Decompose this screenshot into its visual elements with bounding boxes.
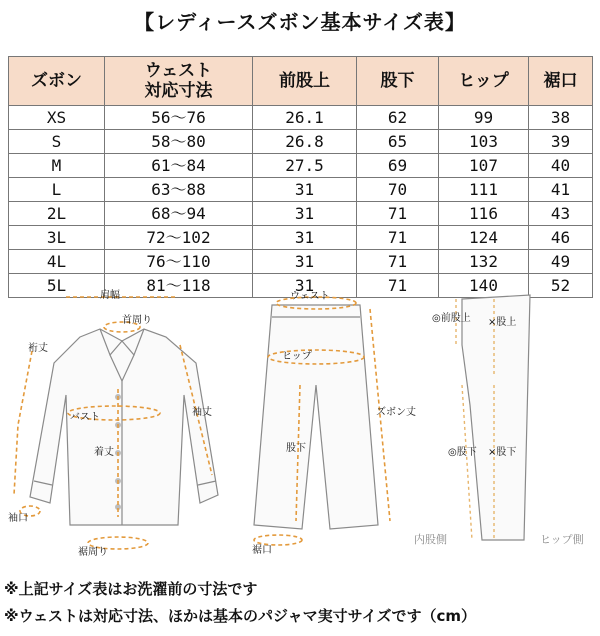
table-cell: 72～102 xyxy=(105,226,253,250)
yuki-length-label: 裄丈 xyxy=(28,343,48,354)
header-cell: ヒップ xyxy=(439,57,529,106)
table-cell: 69 xyxy=(357,154,439,178)
table-cell: XS xyxy=(9,106,105,130)
pants-illustration xyxy=(254,305,378,529)
header-cell: ウェスト 対応寸法 xyxy=(105,57,253,106)
header-cell: ズボン xyxy=(9,57,105,106)
inseam-circle-label: ◎股下 xyxy=(448,447,477,458)
table-cell: 124 xyxy=(439,226,529,250)
table-cell: 107 xyxy=(439,154,529,178)
front-rise-label: ◎前股上 xyxy=(432,313,471,324)
bust-label: バスト xyxy=(70,412,100,423)
pants-hem-label: 裾口 xyxy=(252,545,272,556)
table-cell: 52 xyxy=(529,274,593,298)
table-cell: 26.8 xyxy=(253,130,357,154)
table-row xyxy=(9,130,593,154)
table-cell: 31 xyxy=(253,274,357,298)
sleeve-length-label: 袖丈 xyxy=(192,407,212,418)
table-cell: 27.5 xyxy=(253,154,357,178)
table-cell: 81～118 xyxy=(105,274,253,298)
table-cell: 5L xyxy=(9,274,105,298)
body-length-label: 着丈 xyxy=(94,447,114,458)
table-cell: 31 xyxy=(253,226,357,250)
hip-label: ヒップ xyxy=(282,351,312,362)
table-cell: 71 xyxy=(357,226,439,250)
table-cell: 61～84 xyxy=(105,154,253,178)
table-row xyxy=(9,106,593,130)
table-row xyxy=(9,226,593,250)
table-cell: 132 xyxy=(439,250,529,274)
hip-side-label: ヒップ側 xyxy=(540,533,584,546)
page-title: 【レディースズボン基本サイズ表】 xyxy=(134,10,466,34)
neck-label: 首周り xyxy=(122,315,152,326)
table-cell: 38 xyxy=(529,106,593,130)
table-header-row xyxy=(9,57,593,106)
table-cell: 3L xyxy=(9,226,105,250)
size-table xyxy=(8,56,593,298)
table-row xyxy=(9,154,593,178)
table-cell: 40 xyxy=(529,154,593,178)
table-cell: 31 xyxy=(253,202,357,226)
table-cell: 43 xyxy=(529,202,593,226)
table-cell: 56～76 xyxy=(105,106,253,130)
table-cell: M xyxy=(9,154,105,178)
table-cell: 140 xyxy=(439,274,529,298)
inseam-cross-label: ×股下 xyxy=(488,447,517,458)
table-cell: L xyxy=(9,178,105,202)
table-cell: 116 xyxy=(439,202,529,226)
table-cell: 103 xyxy=(439,130,529,154)
table-cell: 65 xyxy=(357,130,439,154)
table-cell: 71 xyxy=(357,274,439,298)
header-cell: 股下 xyxy=(357,57,439,106)
header-cell: 裾口 xyxy=(529,57,593,106)
table-row xyxy=(9,178,593,202)
table-cell: 111 xyxy=(439,178,529,202)
table-cell: 39 xyxy=(529,130,593,154)
note-2: ※ウェストは対応寸法、ほかは基本のパジャマ実寸サイズです（cm） xyxy=(4,607,477,625)
table-cell: 31 xyxy=(253,178,357,202)
table-cell: 70 xyxy=(357,178,439,202)
cuff-label: 袖口 xyxy=(8,513,28,524)
waist-label: ウェスト xyxy=(290,291,330,302)
pants-length-label: ズボン丈 xyxy=(376,407,416,418)
table-cell: 62 xyxy=(357,106,439,130)
header-cell: 前股上 xyxy=(253,57,357,106)
rise-label: ×股上 xyxy=(488,317,517,328)
table-cell: 99 xyxy=(439,106,529,130)
table-cell: 49 xyxy=(529,250,593,274)
side-view-illustration xyxy=(462,295,530,540)
table-cell: 63～88 xyxy=(105,178,253,202)
table-cell: 76～110 xyxy=(105,250,253,274)
table-row xyxy=(9,250,593,274)
table-body xyxy=(9,106,593,298)
table-cell: 58～80 xyxy=(105,130,253,154)
table-cell: S xyxy=(9,130,105,154)
table-cell: 71 xyxy=(357,250,439,274)
hem-circ-label: 裾周り xyxy=(78,547,108,558)
table-row xyxy=(9,202,593,226)
shoulder-width-label: 肩幅 xyxy=(100,290,120,301)
inseam-label: 股下 xyxy=(286,443,306,454)
table-cell: 71 xyxy=(357,202,439,226)
table-cell: 2L xyxy=(9,202,105,226)
inner-side-label: 内股側 xyxy=(414,533,447,546)
table-cell: 26.1 xyxy=(253,106,357,130)
table-cell: 4L xyxy=(9,250,105,274)
table-cell: 41 xyxy=(529,178,593,202)
table-cell: 31 xyxy=(253,250,357,274)
note-1: ※上記サイズ表はお洗濯前の寸法です xyxy=(4,580,258,598)
table-cell: 68～94 xyxy=(105,202,253,226)
measurement-diagram xyxy=(0,285,600,565)
shirt-illustration xyxy=(30,329,218,525)
table-cell: 46 xyxy=(529,226,593,250)
